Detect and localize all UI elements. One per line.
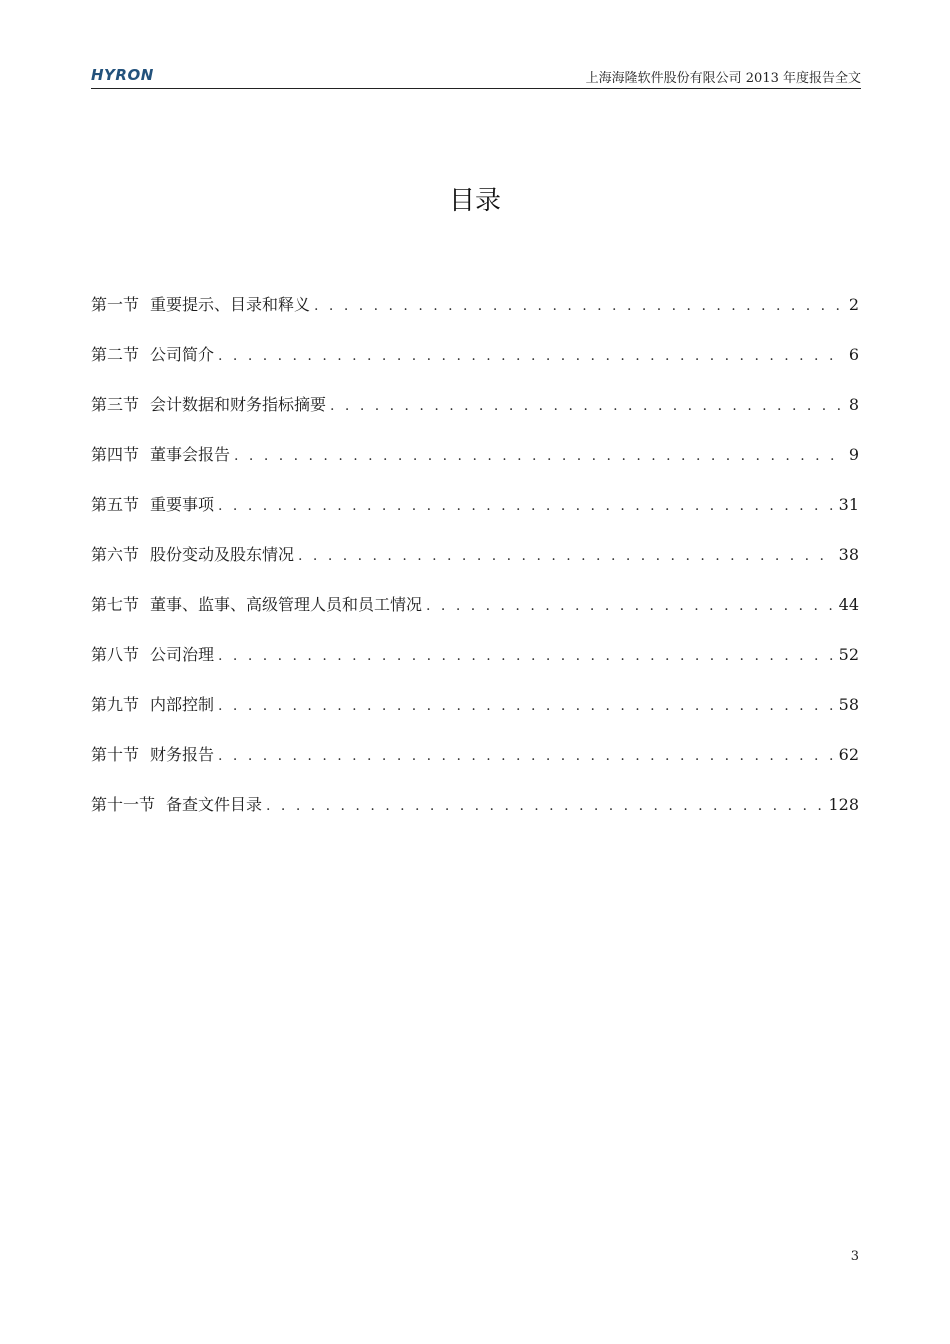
table-of-contents [91,292,859,842]
toc-section-label: 第一节 [91,295,140,314]
toc-section-label: 第三节 [91,395,140,414]
toc-page-number: 58 [838,695,859,714]
toc-section-label: 第九节 [91,695,140,714]
toc-entry-2[interactable] [91,342,859,392]
toc-section-label: 第五节 [91,495,140,514]
page-title: 目录 [448,186,501,216]
toc-section-label: 第四节 [91,445,140,464]
toc-page-number: 62 [838,745,859,764]
toc-leader-dots [330,393,841,419]
header-title: 上海海隆软件股份有限公司 2013 年度报告全文 [585,71,861,86]
toc-leader-dots [426,593,833,619]
toc-title: 股份变动及股东情况 [150,545,295,564]
toc-section-label: 第二节 [91,345,140,364]
footer-page-number: 3 [850,1249,859,1264]
toc-page-number: 2 [848,295,859,314]
toc-page-number: 38 [838,545,859,564]
toc-entry-10[interactable] [91,742,859,792]
toc-page-number: 8 [848,395,859,414]
toc-section-label: 第十节 [91,745,140,764]
toc-title: 重要提示、目录和释义 [150,295,311,314]
toc-entry-6[interactable] [91,542,859,592]
company-logo: HYRON [91,66,154,84]
toc-leader-dots [218,693,833,719]
toc-entry-1[interactable] [91,292,859,342]
toc-section-label: 第十一节 [91,795,156,814]
toc-entry-3[interactable] [91,392,859,442]
toc-section-label: 第六节 [91,545,140,564]
toc-leader-dots [218,343,841,369]
toc-entry-5[interactable] [91,492,859,542]
toc-leader-dots [218,493,833,519]
toc-entry-7[interactable] [91,592,859,642]
toc-entry-4[interactable] [91,442,859,492]
toc-entry-8[interactable] [91,642,859,692]
page-header [91,64,861,89]
toc-leader-dots [234,443,841,469]
toc-leader-dots [266,793,822,819]
toc-title: 内部控制 [150,695,215,714]
toc-leader-dots [218,743,833,769]
toc-title: 重要事项 [150,495,215,514]
toc-section-label: 第七节 [91,595,140,614]
toc-title: 备查文件目录 [166,795,263,814]
toc-page-number: 128 [828,795,859,814]
toc-title: 公司治理 [150,645,215,664]
toc-entry-9[interactable] [91,692,859,742]
toc-section-label: 第八节 [91,645,140,664]
toc-page-number: 9 [848,445,859,464]
toc-title: 会计数据和财务指标摘要 [150,395,327,414]
toc-page-number: 52 [838,645,859,664]
toc-title: 董事、监事、高级管理人员和员工情况 [150,595,423,614]
toc-title: 董事会报告 [150,445,231,464]
toc-leader-dots [218,643,833,669]
toc-leader-dots [314,293,841,319]
toc-title: 公司简介 [150,345,215,364]
toc-page-number: 44 [838,595,859,614]
toc-title: 财务报告 [150,745,215,764]
toc-leader-dots [298,543,833,569]
toc-page-number: 31 [838,495,859,514]
toc-entry-11[interactable] [91,792,859,842]
toc-page-number: 6 [848,345,859,364]
